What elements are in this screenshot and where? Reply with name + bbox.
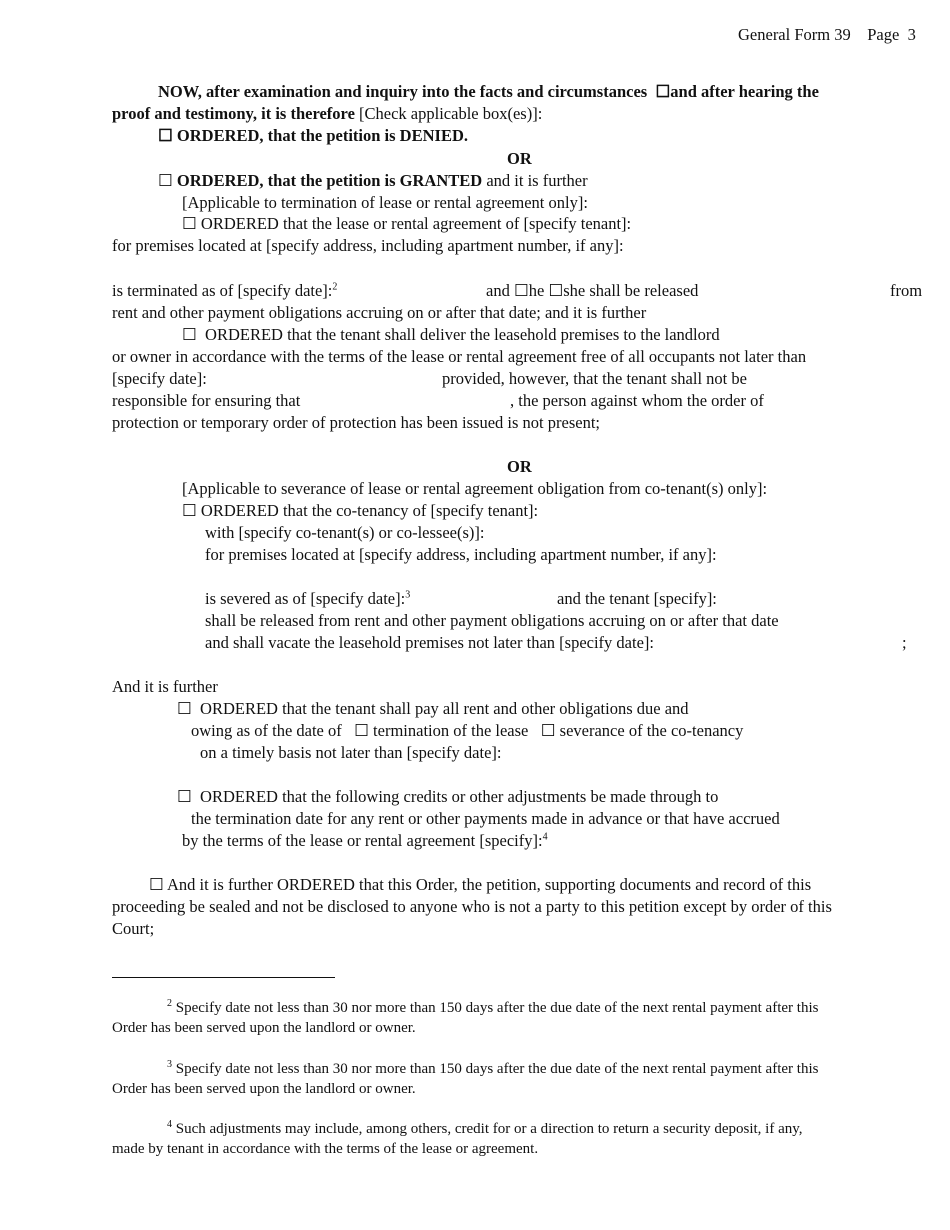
intro-line-2: proof and testimony, it is therefore [Check applicable box(es)]: <box>112 104 543 123</box>
deliver-line: ☐ ORDERED that the tenant shall deliver the leasehold premises to the landlord <box>182 325 720 344</box>
cotenancy-checkbox[interactable]: ☐ <box>182 501 197 520</box>
he-checkbox[interactable]: ☐ <box>513 281 529 300</box>
hearing-checkbox[interactable]: ☐ <box>655 82 671 101</box>
footnote-divider <box>112 977 335 978</box>
rent-line: rent and other payment obligations accruing on or after that date; and it is further <box>112 303 647 322</box>
or-divider-1: OR <box>507 149 532 168</box>
page-label: Page <box>867 25 900 44</box>
termination-date-line: the termination date for any rent or other payments made in advance or that have accrued <box>191 809 780 828</box>
she-checkbox[interactable]: ☐ <box>548 281 564 300</box>
from-word: from <box>890 281 923 300</box>
released-line: shall be released from rent and other payment obligations accruing on or after that date <box>205 611 779 630</box>
footnote-2-line-1: $^2$ Specify date not less than 30 nor more than 150 days after the due date of the next rental payment after this <box>167 998 819 1016</box>
severance-checkbox[interactable]: ☐ <box>540 721 556 740</box>
lease-checkbox[interactable]: ☐ <box>182 214 197 233</box>
form-number: General Form 39 <box>738 25 851 44</box>
credits-line: ☐ ORDERED that the following credits or other adjustments be made through to <box>177 787 719 806</box>
with-cotenant-line: with [specify co-tenant(s) or co-lessee(s)]: <box>205 523 485 542</box>
footnote-4-line-2: made by tenant in accordance with the terms of the lease or agreement. <box>112 1141 539 1157</box>
pay-line: ☐ ORDERED that the tenant shall pay all rent and other obligations due and <box>177 699 689 718</box>
ordered-lease: ☐ ORDERED that the lease or rental agreement of [specify tenant]: <box>182 214 632 233</box>
owing-line: owing as of the date of ☐ termination of the lease ☐ severance of the co-tenancy <box>191 721 744 740</box>
gender-options: and ☐he ☐she shall be released <box>486 281 699 300</box>
further-line: And it is further <box>112 677 218 696</box>
deliver-checkbox[interactable]: ☐ <box>182 325 197 344</box>
vacate-semicolon: ; <box>902 633 907 652</box>
intro-line-1: NOW, after examination and inquiry into the facts and circumstances ☐and after hearing the <box>158 82 819 101</box>
applicable-severance: [Applicable to severance of lease or rental agreement obligation from co-tenant(s) only]: <box>182 479 768 498</box>
sealed-line-2: proceeding be sealed and not be disclosed to anyone who is not a party to this petition except by order of this <box>112 897 832 916</box>
owner-line: or owner in accordance with the terms of the lease or rental agreement free of all occupants not later than <box>112 347 807 366</box>
granted-option: ☐ ORDERED, that the petition is GRANTED and it is further <box>158 171 588 190</box>
pay-checkbox[interactable]: ☐ <box>177 699 192 718</box>
vacate-line: and shall vacate the leasehold premises not later than [specify date]: <box>205 633 654 652</box>
page-number: 3 <box>907 25 916 44</box>
footnote-2-line-2: Order has been served upon the landlord or owner. <box>112 1020 416 1036</box>
premises-line-2: for premises located at [specify address, including apartment number, if any]: <box>205 545 717 564</box>
termination-checkbox[interactable]: ☐ <box>354 721 369 740</box>
specify-date-label: [specify date]: <box>112 369 207 388</box>
sealed-checkbox[interactable]: ☐ <box>149 875 164 894</box>
protection-line: protection or temporary order of protection has been issued is not present; <box>112 413 600 432</box>
page-header <box>738 25 916 45</box>
applicable-termination: [Applicable to termination of lease or rental agreement only]: <box>182 193 588 212</box>
severed-line: is severed as of [specify date]:$^3$ <box>205 589 411 608</box>
tenant-specify: and the tenant [specify]: <box>557 589 717 608</box>
timely-line: on a timely basis not later than [specify date]: <box>200 743 502 762</box>
footnote-3-line-1: $^3$ Specify date not less than 30 nor more than 150 days after the due date of the next rental payment after this <box>167 1059 819 1077</box>
terminated-line: is terminated as of [specify date]:$^2$ <box>112 281 338 300</box>
sealed-line-3: Court; <box>112 919 155 938</box>
footnote-3-line-2: Order has been served upon the landlord or owner. <box>112 1081 416 1097</box>
footnote-4-line-1: $^4$ Such adjustments may include, among others, credit for or a direction to return a security deposit, if any, <box>167 1119 803 1137</box>
cotenancy-line: ☐ ORDERED that the co-tenancy of [specify tenant]: <box>182 501 539 520</box>
granted-checkbox[interactable]: ☐ <box>158 171 173 190</box>
denied-checkbox[interactable]: ☐ <box>158 126 173 145</box>
provided-line: provided, however, that the tenant shall not be <box>442 369 747 388</box>
credits-checkbox[interactable]: ☐ <box>177 787 192 806</box>
responsible-line: responsible for ensuring that <box>112 391 301 410</box>
sealed-line-1: ☐ And it is further ORDERED that this Order, the petition, supporting documents and record of this <box>149 875 812 894</box>
person-line: , the person against whom the order of <box>510 391 764 410</box>
terms-of-line: by the terms of the lease or rental agreement [specify]:$^4$ <box>182 831 548 850</box>
or-divider-2: OR <box>507 457 532 476</box>
premises-line-1: for premises located at [specify address, including apartment number, if any]: <box>112 236 624 255</box>
denied-option: ☐ ORDERED, that the petition is DENIED. <box>158 126 468 145</box>
